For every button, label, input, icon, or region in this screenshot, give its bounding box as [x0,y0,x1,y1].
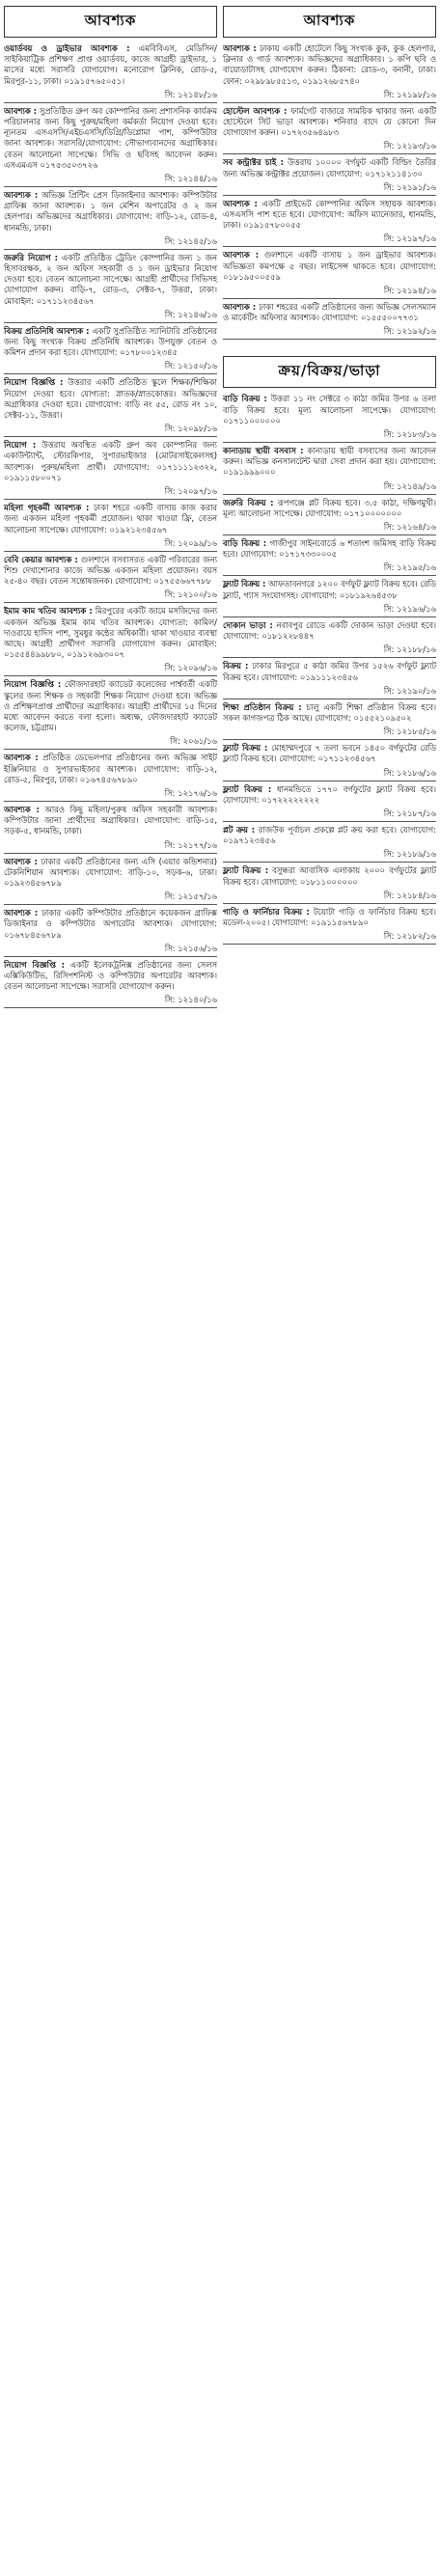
classified-ad [223,446,436,495]
ad-reference: সি: ১২১৯৬/১৬ [383,603,436,614]
ad-lead: বাড়ি বিক্রয় : [223,394,267,404]
ad-reference: সি: ১২১৪৬/১৬ [164,309,217,319]
ad-separator [223,195,436,196]
ad-body: ঢাকা শহরে একটি বাসায় কাজ করার জন্য একজন মহিলা গৃহকর্মী প্রয়োজন। থাকা খাওয়া ফ্রি, বেতন আলোচনা সাপেক্ষে। যোগাযোগ: ০১৯২১২৩৪৫৬৭ [4,503,217,534]
classified-ad [4,606,217,676]
ad-lead: সব কন্ট্রাক্টর চাই : [223,157,284,168]
ad-text [223,157,436,178]
ad-separator [4,853,217,854]
ad-reference: সি: ২০৬১/১৬ [170,736,217,747]
classified-ad [4,908,217,957]
ad-separator [4,373,217,374]
right-section-header: আবশ্যক [223,6,436,38]
ad-lead: আবশ্যক : [4,190,39,201]
ad-reference: সি: ১২০৯৬/১৬ [164,663,217,673]
ad-text [223,250,436,283]
ad-reference: সি: ১২০৯৭/১৬ [164,486,217,497]
ad-body: মোহাম্মদপুরে ৭ তলা ভবনে ১৪৫০ বর্গফুটের রেডি ফ্ল্যাট বিক্রয় হবে। যোগাযোগ: ০১৭১১২৩৪৫৬৭ [223,743,437,764]
ad-body: গুলশানে একটি বাসায় ১ জন ড্রাইভার আবশ্যক। অভিজ্ঞতা কমপক্ষে ৫ বছর। লাইসেন্স থাকতে হবে। যোগাযোগ: ০১৮১৯৫০০৫৫৯ [223,250,436,282]
ad-separator [223,944,436,945]
classified-ad [4,753,217,802]
ad-separator [223,494,436,495]
ad-reference: সি: ১২০৯৮/১৬ [164,424,217,434]
ad-lead: নিয়োগ বিজ্ঞপ্তি : [4,377,64,388]
left-column [4,2,217,2574]
ad-body: চালু একটি শিক্ষা প্রতিষ্ঠান বিক্রয় হবে। সকল কাগজপত্র ঠিক আছে। যোগাযোগ: ০১৫৫২১০৯৫০২ [223,701,436,723]
classified-ad [223,702,436,740]
ad-separator [4,322,217,323]
ad-reference: সি: ১২১৮২/১৬ [383,931,436,942]
ad-separator [4,551,217,552]
classified-ad [4,805,217,854]
ad-body: টয়োটা গাড়ি ও ফার্নিচার বিক্রয় হবে। মডেল-২০০৫। যোগাযোগ: ০১৯১১৫৬৭৮৯০ [223,906,436,927]
ad-lead: হোস্টেল আবশ্যক : [223,105,288,116]
ad-lead: বিক্রয় : [223,661,249,671]
classified-ad [223,579,436,617]
ad-body: ফৌজদারহাট ক্যাডেট কলেজের পার্শ্ববর্তী একটি স্কুলের জন্য শিক্ষক ও সহকারী শিক্ষক নিয়োগ দেওয়া হবে। অভিজ্ঞ ও প্রশিক্ষণপ্রাপ্ত প্রার্থীদের অগ্রাধিকার। আগ্রহী প্রার্থীদের ১৫ দিনের মধ্যে আবেদন করতে বলা হলো। অধ্যক্ষ, ফৌজদারহাট ক্যাডেট কলেজ, চট্টগ্রাম। [4,679,217,733]
classified-ad [223,825,436,863]
ad-text [4,326,217,359]
ad-reference: সি: ১২১৪৪/১৬ [164,174,217,184]
ad-reference: সি: ১২১৭৬/১৬ [164,787,217,798]
ad-separator [4,436,217,437]
ad-body: একটি প্রাইভেট কোম্পানির অফিস সহায়ক আবশ্যক। এসএসসি পাশ হতে হবে। যোগাযোগ: অফিস ম্যানেজার, ধানমন্ডি, ঢাকা। ০১৯১৫৭৮০০৫৫ [223,198,436,231]
ad-body: সুপ্রতিষ্ঠিত গ্রুপ অব কোম্পানির জন্য প্রশাসনিক কার্যক্রম পরিচালনার জন্য কিছু পুরুষ/মহিলা কর্মকর্তা নিয়োগ দেওয়া হবে। ন্যূনতম এসএসসি/এইচএসসি/ডিগ্রি/ডিপ্লোমা পাশ, কম্পিউটার জানা আবশ্যক। সরাসরি/যোগাযোগ: সৌভাগ্যবানদের অগ্রাধিকার। বেতন আলোচনা সাপেক্ষে। সিভি ও ছবিসহ আবেদন করুন। এসএমএস ০১৭৫৩৫০৩৭২৬ [4,105,217,170]
ad-text [223,394,436,426]
ad-lead: দোকান ভাড়া : [223,619,273,630]
ad-separator [4,675,217,676]
ad-reference: সি: ১২১০০/১৬ [164,589,217,600]
ad-reference: সি: ১২১৪০/১৬ [164,995,217,1005]
classified-ad [4,253,217,323]
ad-separator [223,442,436,443]
classified-ad [223,43,436,103]
classified-ad [223,199,436,248]
ad-text [223,784,436,806]
ad-body: একটি সুপ্রতিষ্ঠিত স্যানিটারি প্রতিষ্ঠানের জন্য কিছু সংখ্যক বিক্রয় প্রতিনিধি আবশ্যক। উপযুক্ত বেতন ও কমিশন প্রদান করা হবে। যোগাযোগ: ০১৭৮০০১২৩৪৫ [4,325,217,358]
classified-ad [4,503,217,552]
section-gap [223,343,436,352]
ad-body: ঢাকার একটি প্রতিষ্ঠানের জন্য এসি (এয়ার কন্ডিশনার) টেকনিশিয়ান আবশ্যক। যোগাযোগ: বাড়ি-১০, সড়ক-৬, ঢাকা। ০১৯২৩৪৫৬৭৮৯ [4,856,217,888]
ad-text [4,377,217,421]
ad-body: ঢাকার একটি কম্পিউটার প্রতিষ্ঠানে কয়েকজন গ্রাফিক্স ডিজাইনার ও কম্পিউটার অপারেটর আবশ্যক। যোগাযোগ: ০১৬৭৮৪৫৬৭৮৯ [4,908,217,940]
classified-ad [223,106,436,155]
ad-lead: নিয়োগ : [4,440,37,451]
ad-text [4,440,217,483]
ad-reference: সি: ১২১৯০/১৬ [383,685,436,696]
ad-separator [223,575,436,576]
ad-lead: ফ্ল্যাট বিক্রয় : [223,743,268,754]
ad-body: উত্তরা ১১ নং সেক্টরে ৩ কাঠা জমির উপর ৬ তলা বাড়ি বিক্রয় হবে। মূল্য আলোচনা সাপেক্ষে। যোগাযোগ: ০১৭১১০০০০০০ [223,394,436,425]
ad-lead: আবশ্যক : [223,198,258,208]
ad-body: আরও কিছু মহিলা/পুরুষ অফিস সহকারী আবশ্যক। কম্পিউটার জানা প্রার্থীদের অগ্রাধিকার। যোগাযোগ: বাড়ি-১৫, সড়ক-৫, ধানমন্ডি, ঢাকা। [4,804,217,836]
ad-text [4,679,217,733]
ad-text [223,498,436,519]
ad-lead: নিয়োগ বিজ্ঞপ্তি : [4,959,66,970]
ad-reference: সি: ১২০৯৯/১৬ [164,537,217,548]
ad-body: রাজউক পূর্বাচল প্রকল্পে প্লট ক্রয় করা হবে। যোগাযোগ: ০১৯৭১২৩৪৫৬ [223,824,436,846]
ad-body: মিরপুরের একটি জামে মসজিদের জন্য একজন অভিজ্ঞ ইমাম কাম খতিব আবশ্যক। যোগ্যতা: কামিল/দাওরায়ে হাদিস পাশ, সুমধুর কন্ঠের অধিকারী। থাকা খাওয়ার ব্যবস্থা আছে। আগ্রহী প্রার্থীগণ সরাসরি যোগাযোগ করুন। মোবাইল: ০১৫৫৪৪৯৯৮৮০, ০১৯১২৬৯৩০০৭ [4,606,217,660]
classified-ad [223,250,436,299]
ad-text [4,253,217,307]
sale-ads-list [223,394,436,947]
ad-lead: মহিলা গৃহকর্মী আবশ্যক : [4,503,90,513]
ad-separator [223,739,436,740]
ad-lead: বাড়ি বিক্রয় : [223,538,267,549]
classified-ad [4,43,217,103]
ad-separator [223,246,436,247]
ad-lead: ফ্ল্যাট বিক্রয় : [223,783,272,794]
ad-text [223,199,436,232]
ad-body: কানাডায় স্থায়ী বসবাসের জন্য আবেদন করুন। অভিজ্ঞ কনসালটেন্ট দ্বারা সেবা প্রদান করা হয়। যোগাযোগ: ০১৯১৯৯৯০০০ [223,446,436,478]
ad-body: ঢাকায় একটি হোটেলে কিছু সংখ্যক কুক, কুক হেলপার, ক্লিনার ও গার্ড আবশ্যক। অভিজ্ঞদের অগ্রাধিকার। ১ কপি ছবি ও বায়োডাটাসহ যোগাযোগ করুন। ঠিকানা: রোড-৩, বনানী, ঢাকা। ফোন: ০২৯৮৯৮৫৫১৩, ০১৯১২৬৮৫৭৪০ [223,43,436,86]
ad-body: ঢাকা শহরের একটি প্রতিষ্ঠানের জন্য অভিজ্ঞ সেলসম্যান ও মার্কেটিং অফিসার আবশ্যক। যোগাযোগ: ০১৫৫৫০০৭৭৩১ [223,302,436,323]
ad-lead: ফ্ল্যাট বিক্রয় : [223,579,266,589]
ad-reference: সি: ১২১৮৯/১৬ [383,849,436,860]
left-section-header: আবশ্যক [4,6,217,38]
ad-text [4,106,217,171]
ad-reference: সি: ১২১৮৭/১৬ [383,808,436,818]
ad-reference: সি: ১২১৪৫/১৬ [164,235,217,246]
ad-body: উত্তরায় অবস্থিত একটি গ্রুপ অব কোম্পানির জন্য একাউন্ট্যান্ট, স্টোরকিপার, সুপারভাইজার (মোটরসাইকেলসহ) আবশ্যক। পুরুষ/মহিলা প্রার্থী। যোগাযোগ: ০১৭১১১১২৩২২, ০১৯১১৫৮০০৭১ [4,440,217,482]
ad-text [4,43,217,87]
ad-reference: সি: ১২১৫০/১৬ [164,361,217,371]
ad-separator [223,534,436,535]
ad-body: ঢাকার মিরপুরে ৫ কাঠা জমির উপর ১৫২৬ বর্গফুট ফ্ল্যাট বিক্রয় হবে। যোগাযোগ: ০১৯১১১২৩৪৫৬ [223,661,437,682]
ad-separator [223,339,436,340]
sale-section-header: ক্রয়/বিক্রয়/ভাড়া [223,356,436,388]
ad-body: একটি প্রতিষ্ঠিত ট্রেডিং কোম্পানির জন্য ১ জন হিসাবরক্ষক, ২ জন অফিস সহকারী ও ১ জন ড্রাইভার নিয়োগ দেওয়া হবে। বেতন আলোচনা সাপেক্ষে। আগ্রহী প্রার্থীদের সিভিসহ যোগাযোগ করুন। বাড়ি-৭, রোড-৩, সেক্টর-৭, উত্তরা, ঢাকা। মোবাইল: ০১৭১১২৩৪৫৬৭ [4,252,217,306]
ad-lead: আবশ্যক : [4,804,40,814]
ad-reference: সি: ১২১৭৭/১৬ [164,839,217,850]
ad-reference: সি: ১২১৮৮/১৬ [383,644,436,655]
classified-ad [4,555,217,604]
ad-separator [223,862,436,863]
ad-separator [4,749,217,750]
ad-separator [4,904,217,905]
ad-lead: ফ্ল্যাট বিক্রয় : [223,865,269,876]
ad-body: ফার্মগেট বাজারে সাময়িক থাকার জন্য একটি হোস্টেলে সিট ভাড়া আবশ্যক। শনিবার বাদে যে কোনো দিন যোগাযোগ করুন। ০১৭২৩৫৬৪৯৮৩ [223,105,436,138]
classified-ad [223,302,436,340]
ad-lead: কানাডায় স্থায়ী বসবাস : [223,446,304,456]
ad-reference: সি: ১২১৯১/১৬ [383,181,436,192]
ad-text [223,538,436,560]
classified-ad [223,661,436,699]
ad-lead: বিক্রয় প্রতিনিধি আবশ্যক : [4,325,90,336]
classified-ad [4,326,217,375]
ad-separator [4,499,217,500]
ad-separator [4,249,217,250]
classified-ad [4,960,217,1009]
ad-separator [4,102,217,103]
ad-reference: সি: ১২১৮৫/১৬ [383,726,436,737]
right-column [223,2,436,2574]
classified-ad [4,857,217,906]
ad-reference: সি: ১২১৯৫/১৬ [383,562,436,573]
ad-text [4,805,217,837]
classified-ad [223,865,436,903]
ad-lead: নিয়োগ বিজ্ঞপ্তি : [4,679,62,690]
ad-lead: জরুরি নিয়োগ : [4,252,58,262]
ad-reference: সি: ১২১৮৪/১৬ [383,890,436,900]
ad-text [223,106,436,139]
ad-text [4,753,217,785]
ad-lead: শিক্ষা প্রতিষ্ঠান বিক্রয় : [223,701,302,712]
ad-text [4,606,217,660]
ad-text [4,857,217,890]
ad-lead: আবশ্যক : [4,753,39,763]
ad-body: ধানমন্ডিতে ১৭৭০ বর্গফুটের ফ্ল্যাট বিক্রয় হবে। যোগাযোগ: ০১৭২২২২২২২২ [223,783,436,805]
ad-text [223,907,436,928]
ad-text [223,743,436,764]
ad-text [223,865,436,887]
ad-separator [223,821,436,822]
ad-body: রূপগঞ্জে প্লট বিক্রয় হবে। ৩.৫ কাঠা, দক্ষিণমুখী। মূল্য আলোচনা সাপেক্ষে। যোগাযোগ: ০১৭১০০০০০০০ [223,497,436,518]
ad-lead: ওয়ার্ডবয় ও ড্রাইভার আবশ্যক : [4,43,130,53]
ad-body: বসুন্ধরা আবাসিক এলাকায় ২০০০ বর্গফুটের ফ্ল্যাট বিক্রয় হবে। যোগাযোগ: ০১৮১১০০০০০০ [223,865,436,887]
ad-body: নবাবপুর রোডে একটি দোকান ভাড়া দেওয়া হবে। যোগাযোগ: ০১৮১২২৮৪৪৭ [223,619,436,642]
ad-separator [223,657,436,658]
classified-ad [4,679,217,750]
ad-body: উত্তরায় ১০০০০ বর্গফুট একটি বিল্ডিং তৈরির জন্য অভিজ্ঞ কন্ট্রাক্টর প্রয়োজন। যোগাযোগ: ০১৭১২১১৪১৩০ [223,157,436,178]
ad-separator [4,602,217,603]
ad-reference: সি: ১২১৬৪/১৬ [383,522,436,533]
ad-reference: সি: ১২১৯৩/১৬ [383,141,436,151]
ad-text [223,620,436,642]
ad-lead: আবশ্যক : [4,908,39,918]
ad-text [223,661,436,682]
ad-body: আফতাবনগরে ১২০০ বর্গফুট ফ্ল্যাট বিক্রয় হবে। রেডি ফ্ল্যাট, গ্যাস সংযোগসহ। যোগাযোগ: ০১৮১৯২৬৪৫৩৮ [223,579,436,600]
ad-text [4,908,217,941]
ad-lead: জরুরি বিক্রয় : [223,497,274,507]
ad-body: অভিজ্ঞ প্রিন্টিং প্রেস ডিজাইনার আবশ্যক। কম্পিউটার গ্রাফিক্স জানা আবশ্যক। ১ জন মেশিন অপারেটর ও ২ জন হেলপার। অভিজ্ঞদের অগ্রাধিকার। যোগাযোগ: বাড়ি-১২, রোড-৪, ধানমন্ডি, ঢাকা। [4,190,217,233]
ad-body: উত্তরার একটি প্রতিষ্ঠিত স্কুলে শিক্ষক/শিক্ষিকা নিয়োগ দেওয়া হবে। যোগ্যতা: স্নাতক/স্নাতকোত্তর। অভিজ্ঞদের অগ্রাধিকার দেওয়া হবে। যোগাযোগ: বাড়ি নং ৫৫, রোড নং ১০, সেক্টর-১১, উত্তরা। [4,377,217,421]
ad-lead: আবশ্যক : [223,43,257,53]
ad-body: একটি ইলেকট্রনিক্স প্রতিষ্ঠানের জন্য সেলস এক্সিকিউটিভ, রিসিপশনিস্ট ও কম্পিউটার অপারেটর আবশ্যক। বেতন আলোচনা সাপেক্ষে। সরাসরি যোগাযোগ করুন। [4,959,217,992]
ad-lead: গাড়ি ও ফার্নিচার বিক্রয় : [223,906,310,917]
ad-lead: ইমাম কাম খতিব আবশ্যক : [4,606,93,617]
ad-text [223,446,436,479]
classified-ad [4,440,217,500]
ad-text [4,555,217,588]
classified-ad [223,394,436,443]
ad-lead: বেবি কেয়ার আবশ্যক : [4,554,78,564]
ad-text [223,579,436,600]
ad-separator [223,153,436,154]
classified-ad [4,106,217,187]
classified-ad [223,498,436,535]
ad-separator [4,186,217,187]
ad-reference: সি: ১২১৮৩/১৬ [383,429,436,440]
ad-text [4,960,217,993]
ad-lead: আবশ্যক : [223,302,257,313]
ad-separator [4,956,217,957]
classified-ad [223,538,436,576]
ad-reference: সি: ১২১৮৬/১৬ [383,767,436,778]
ad-text [223,43,436,87]
ad-reference: সি: ১২১৪৯/১৬ [383,480,436,491]
ad-text [4,190,217,233]
classified-ad [4,377,217,437]
left-ads-list [4,43,217,1011]
ad-body: গুলশানে বসবাসরত একটি পরিবারের জন্য শিশু দেখাশোনার কাজে অভিজ্ঞ একজন মহিলা প্রয়োজন। বয়স ২৫-৪০ বছর। বেতন সন্তোষজনক। যোগাযোগ: ০১৭৫৫৬৬৭৭৮৮ [4,554,217,587]
classified-ad [223,743,436,781]
ad-separator [223,298,436,299]
ad-lead: আবশ্যক : [4,856,38,866]
classified-ad [223,157,436,195]
ad-reference: সি: ১২১৪৮/১৬ [164,89,217,99]
ad-lead: আবশ্যক : [4,105,37,116]
ad-separator [223,903,436,904]
ad-body: এমবিবিএস, মেডিসিন/ সাইকিয়াট্রিক প্রশিক্ষণ প্রাপ্ত ওয়ার্ডবয়, কাজে আগ্রহী ড্রাইভার, ১ মাসের মধ্যে সরাসরি যোগাযোগ। মনোরোগ ক্লিনিক, রোড-৫, মিরপুর-১১, ঢাকা। ০১৯১৫৭৬৫০৫১। [4,43,217,86]
ad-separator [223,102,436,103]
ad-lead: আবশ্যক : [223,250,260,260]
ad-reference: সি: ১২১৯২/১৬ [383,326,436,337]
classified-ad [223,784,436,822]
ad-body: গাজীপুর সাইনবোর্ডে ৬ শতাংশ জমিসহ বাড়ি বিক্রয় হবে। যোগাযোগ: ০১৭১৭৩৩০০০৫ [223,538,437,560]
ad-text [4,503,217,535]
right-ads-list [223,43,436,343]
ad-lead: প্লট ক্রয় : [223,824,256,835]
ad-body: প্রতিষ্ঠিত ডেভেলপার প্রতিষ্ঠানের জন্য অভিজ্ঞ সাইট ইঞ্জিনিয়ার ও সুপারভাইজার আবশ্যক। যোগাযোগ: বাড়ি-১২, রোড-৫, মিরপুর, ঢাকা। ০১৬৭৪৫৬৭৮৯০ [4,753,217,784]
ad-separator [4,801,217,802]
ad-text [223,825,436,846]
ad-separator [4,1007,217,1008]
ad-reference: সি: ১২১৫৭/১৬ [164,891,217,902]
ad-reference: সি: ১২১৫৬/১৬ [164,943,217,953]
ad-reference: সি: ১২১৯৪/১৬ [383,286,436,296]
ad-text [223,302,436,323]
ad-reference: সি: ১২১৯৭/১৬ [383,233,436,244]
ad-text [223,702,436,724]
ad-reference: সি: ১২১৯৮/১৬ [383,89,436,99]
classified-ad [223,907,436,945]
classified-ad [223,620,436,658]
classified-ad [4,190,217,250]
